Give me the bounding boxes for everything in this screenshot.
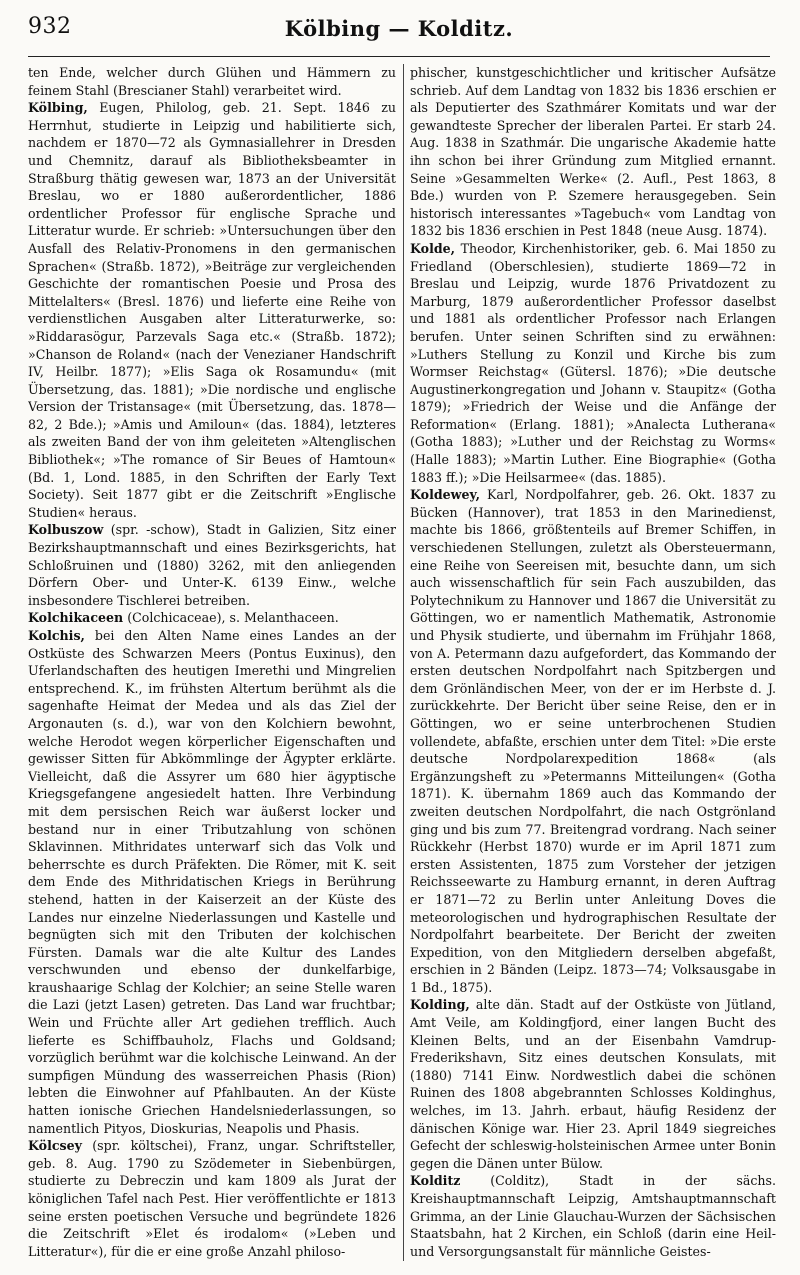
entry-kolde: Kolde, Theodor, Kirchenhistoriker, geb. 6. Mai 1850 zu Friedland (Oberschlesien), studierte 1869—72 in Breslau und Leipzig, wurde 1876 Privatdozent zu Marburg, 1879 außerordentlicher Professor daselbst und 1881 als ordentlicher Professor nach Erlangen berufen. Unter seinen Schriften sind zu erwähnen: »Luthers Stellung zu Konzil und Kirche bis zum Wormser Reichstag« (Gütersl. 1876); »Die deutsche Augustinerkongregation und Johann v. Staupitz« (Gotha 1879); »Friedrich der Weise und die Anfänge der Reformation« (Erlang. 1881); »Analecta Lutherana« (Gotha 1883); »Luther und der Reichstag zu Worms« (Halle 1883); »Martin Luther. Eine Biographie« (Gotha 1883 ff.); »Die Heilsarmee« (das. 1885).: [410, 240, 776, 485]
entry-koelbing: Kölbing, Eugen, Philolog, geb. 21. Sept. 1846 zu Herrnhut, studierte in Leipzig und habilitierte sich, nachdem er 1870—72 als Gymnasiallehrer in Dresden und Chemnitz, darauf als Bibliotheksbeamter in Straßburg thätig gewesen war, 1873 an der Universität Breslau, wo er 1880 außerordentlicher, 1886 ordentlicher Professor für englische Sprache und Litteratur wurde. Er schrieb: »Untersuchungen über den Ausfall des Relativ-Pronomens in den germanischen Sprachen« (Straßb. 1872), »Beiträge zur vergleichenden Geschichte der romantischen Poesie und Prosa des Mittelalters« (Bresl. 1876) und lieferte eine Reihe von verdienstlichen Ausgaben alter Litteraturwerke, so: »Riddarasögur, Parzevals Saga etc.« (Straßb. 1872); »Chanson de Roland« (nach der Venezianer Handschrift IV, Heilbr. 1877); »Elis Saga ok Rosamundu« (mit Übersetzung, das. 1881); »Die nordische und englische Version der Tristansage« (mit Übersetzung, das. 1878—82, 2 Bde.); »Amis und Amiloun« (das. 1884), letzteres als zweiten Band der von ihm geleiteten »Altenglischen Bibliothek«; »The romance of Sir Beues of Hamtoun« (Bd. 1, Lond. 1885, in den Schriften der Early Text Society). Seit 1877 gibt er die Zeitschrift »Englische Studien« heraus.: [28, 100, 396, 520]
headword: Koldewey,: [410, 487, 481, 503]
column-divider: [403, 64, 404, 1261]
headword: Kolchikaceen: [28, 610, 124, 626]
entry-kolditz: Kolditz (Colditz), Stadt in der sächs. Kreishauptmannschaft Leipzig, Amtshauptmannschaft Grimma, an der Linie Glauchau-Wurzen der Sächsischen Staatsbahn, hat 2 Kirchen, ein Schloß (darin eine Heil- und Versorgungsanstalt für männliche Geistes-: [410, 1173, 776, 1259]
page-header: [28, 14, 770, 54]
entry-koldewey: Koldewey, Karl, Nordpolfahrer, geb. 26. Okt. 1837 zu Bücken (Hannover), trat 1853 in den Marinedienst, machte bis 1866, größtenteils auf Bremer Schiffen, in verschiedenen Stellungen, zuletzt als Obersteuermann, eine Reihe von Seereisen mit, besuchte dann, um sich auch wissenschaftlich für sein Fach auszubilden, das Polytechnikum zu Hannover und 1867 die Universität zu Göttingen, wo er namentlich Mathematik, Astronomie und Physik studierte, und übernahm im Frühjahr 1868, von A. Petermann dazu aufgefordert, das Kommando der ersten deutschen Nordpolfahrt nach Spitzbergen und dem Grönländischen Meer, von der er im Herbste d. J. zurückkehrte. Der Bericht über seine Reise, den er in Göttingen, wo er seine unterbrochenen Studien vollendete, abfaßte, erschien unter dem Titel: »Die erste deutsche Nordpolarexpedition 1868« (als Ergänzungsheft zu »Petermanns Mitteilungen« (Gotha 1871). K. übernahm 1869 auch das Kommando der zweiten deutschen Nordpolfahrt, die nach Ostgrönland ging und bis zum 77. Breitengrad vordrang. Nach seiner Rückkehr (Herbst 1870) wurde er im April 1871 zum ersten Assistenten, 1875 zum Vorsteher der jetzigen Reichsseewarte zu Hamburg ernannt, in deren Auftrag er 1871—72 zu Berlin unter Anleitung Doves die meteorologischen und hydrographischen Resultate der Nordpolfahrt bearbeitete. Der Bericht der zweiten Expedition, von den Mitgliedern derselben abgefaßt, erschien in 2 Bänden (Leipz. 1873—74; Volksausgabe in 1 Bd., 1875).: [410, 487, 776, 995]
headword: Kölcsey: [28, 1138, 82, 1154]
headword: Kolchis,: [28, 628, 85, 643]
entry-continuation: phischer, kunstgeschichtlicher und kritischer Aufsätze schrieb. Auf dem Landtag von 1832 bis 1836 erschien er als Deputierter des Szathmárer Komitats und war der gewandteste Sprecher der liberalen Partei. Er starb 24. Aug. 1838 in Szathmár. Die ungarische Akademie hatte ihn schon bei ihrer Gründung zum Mitglied ernannt. Seine »Gesammelten Werke« (2. Aufl., Pest 1863, 8 Bde.) wurden von P. Szemere herausgegeben. Sein historisch interessantes »Tagebuch« vom Landtag von 1832 bis 1836 erschien in Pest 1848 (neue Ausg. 1874).: [410, 65, 776, 239]
right-column: [410, 64, 776, 1261]
entry-koelcsey: Kölcsey (spr. költschei), Franz, ungar. Schriftsteller, geb. 8. Aug. 1790 zu Szödemeter in Siebenbürgen, studierte zu Debreczin und kam 1809 als Jurat der königlichen Tafel nach Pest. Hier veröffentlichte er 1813 seine ersten poetischen Versuche und begründete 1826 die Zeitschrift »Elet és irodalom« (»Leben und Litteratur«), für die er eine große Anzahl philoso-: [28, 1138, 396, 1259]
entry-kolbuszow: Kolbuszow (spr. -schow), Stadt in Galizien, Sitz einer Bezirkshauptmannschaft und eines Bezirksgerichts, hat Schloßruinen und (1880) 3262, mit den anliegenden Dörfern Ober- und Unter-K. 6139 Einw., welche insbesondere Tischlerei betreiben.: [28, 522, 396, 608]
headword: Kolditz: [410, 1173, 461, 1189]
headword: Kölbing,: [28, 100, 88, 116]
entry-continuation: ten Ende, welcher durch Glühen und Hämmern zu feinem Stahl (Brescianer Stahl) verarbeitet wird.: [28, 65, 396, 98]
header-rule: [28, 56, 770, 57]
page-title: Kölbing — Kolditz.: [284, 16, 514, 41]
entry-kolchis: Kolchis, bei den Alten Name eines Landes an der Ostküste des Schwarzen Meers (Pontus Euxinus), den Uferlandschaften des heutigen Imerethi und Mingrelien entsprechend. K., im frühsten Altertum berühmt als die sagenhafte Heimat der Medea und als das Ziel der Argonauten (s. d.), war von den Kolchiern bewohnt, welche Herodot wegen körperlicher Eigenschaften und gewisser Sitten für Abkömmlinge der Ägypter erklärte. Vielleicht, daß die Assyrer um 680 hier ägyptische Kriegsgefangene angesiedelt hatten. Ihre Verbindung mit dem persischen Reich war äußerst locker und bestand nur in einer Tributzahlung von schönen Sklavinnen. Mithridates unterwarf sich das Volk und beherrschte es durch Präfekten. Die Römer, mit K. seit dem Ende des Mithridatischen Kriegs in Berührung stehend, hatten in der Kaiserzeit an der Küste des Landes nur einzelne Niederlassungen und Kastelle und begnügten sich mit den Tributen der kolchischen Fürsten. Damals war die alte Kultur des Landes verschwunden und ebenso der dunkelfarbige, kraushaarige Schlag der Kolchier; an seine Stelle waren die Lazi (jetzt Lasen) getreten. Das Land war fruchtbar; Wein und Früchte aller Art gediehen trefflich. Auch lieferte es Schiffbauholz, Flachs und Goldsand; vorzüglich berühmt war die kolchische Leinwand. An der sumpfigen Mündung des wasserreichen Phasis (Rion) lebten die Einwohner auf Pfahlbauten. An der Küste hatten ionische Griechen Handelsniederlassungen, so namentlich Pityos, Dioskurias, Neapolis und Phasis.: [28, 628, 396, 1136]
left-column: [28, 64, 396, 1261]
entry-kolding: Kolding, alte dän. Stadt auf der Ostküste von Jütland, Amt Veile, am Koldingfjord, einer langen Bucht des Kleinen Belts, und an der Eisenbahn Vamdrup-Frederikshavn, Sitz eines deutschen Konsulats, mit (1880) 7141 Einw. Nordwestlich dabei die schönen Ruinen des 1808 abgebrannten Schlosses Koldinghus, welches, im 13. Jahrh. erbaut, häufig Residenz der dänischen Könige war. Hier 23. April 1849 siegreiches Gefecht der schleswig-holsteinischen Armee unter Bonin gegen die Dänen unter Bülow.: [410, 997, 776, 1171]
entry-kolchikaceen: Kolchikaceen (Colchicaceae), s. Melanthaceen.: [28, 610, 339, 626]
headword: Kolbuszow: [28, 522, 104, 538]
headword: Kolde,: [410, 240, 456, 256]
page-number: 932: [28, 14, 72, 39]
headword: Kolding,: [410, 997, 470, 1013]
